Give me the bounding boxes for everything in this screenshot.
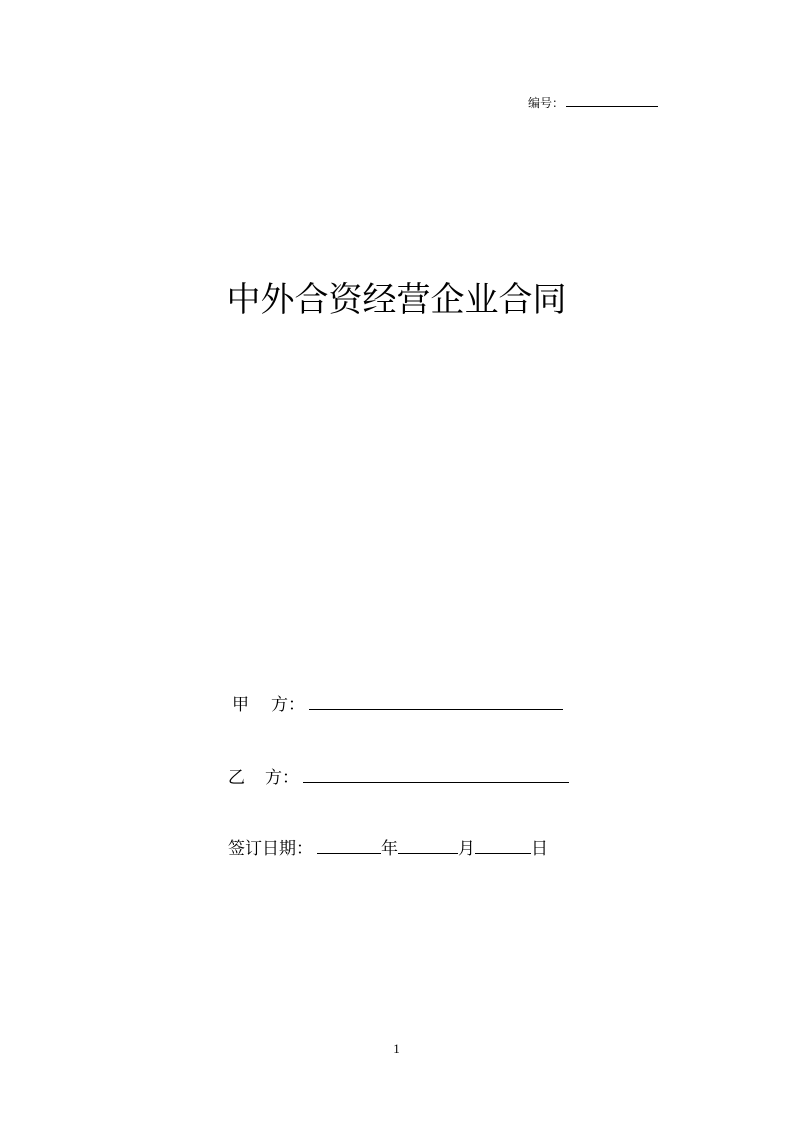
day-label: 日 [531, 839, 548, 859]
party-b-blank [303, 781, 569, 783]
serial-number-label: 编号： [528, 96, 565, 110]
month-blank [398, 852, 458, 854]
serial-number-blank [566, 105, 658, 107]
serial-number [528, 95, 658, 111]
party-b-label-char: 乙 [228, 768, 245, 788]
page-number: 1 [393, 1041, 400, 1056]
day-blank [475, 852, 531, 854]
party-a-label-suffix: 方： [271, 695, 305, 715]
year-label: 年 [381, 839, 398, 859]
party-a-blank [309, 708, 563, 710]
contract-title: 中外合资经营企业合同 [226, 280, 567, 320]
party-b-field [228, 767, 569, 789]
party-b-label-suffix: 方： [265, 768, 299, 788]
sign-date-label: 签订日期： [228, 839, 313, 859]
sign-date-field [228, 838, 548, 860]
year-blank [317, 852, 381, 854]
party-a-field [232, 694, 563, 716]
month-label: 月 [458, 839, 475, 859]
party-a-label-char: 甲 [232, 695, 249, 715]
